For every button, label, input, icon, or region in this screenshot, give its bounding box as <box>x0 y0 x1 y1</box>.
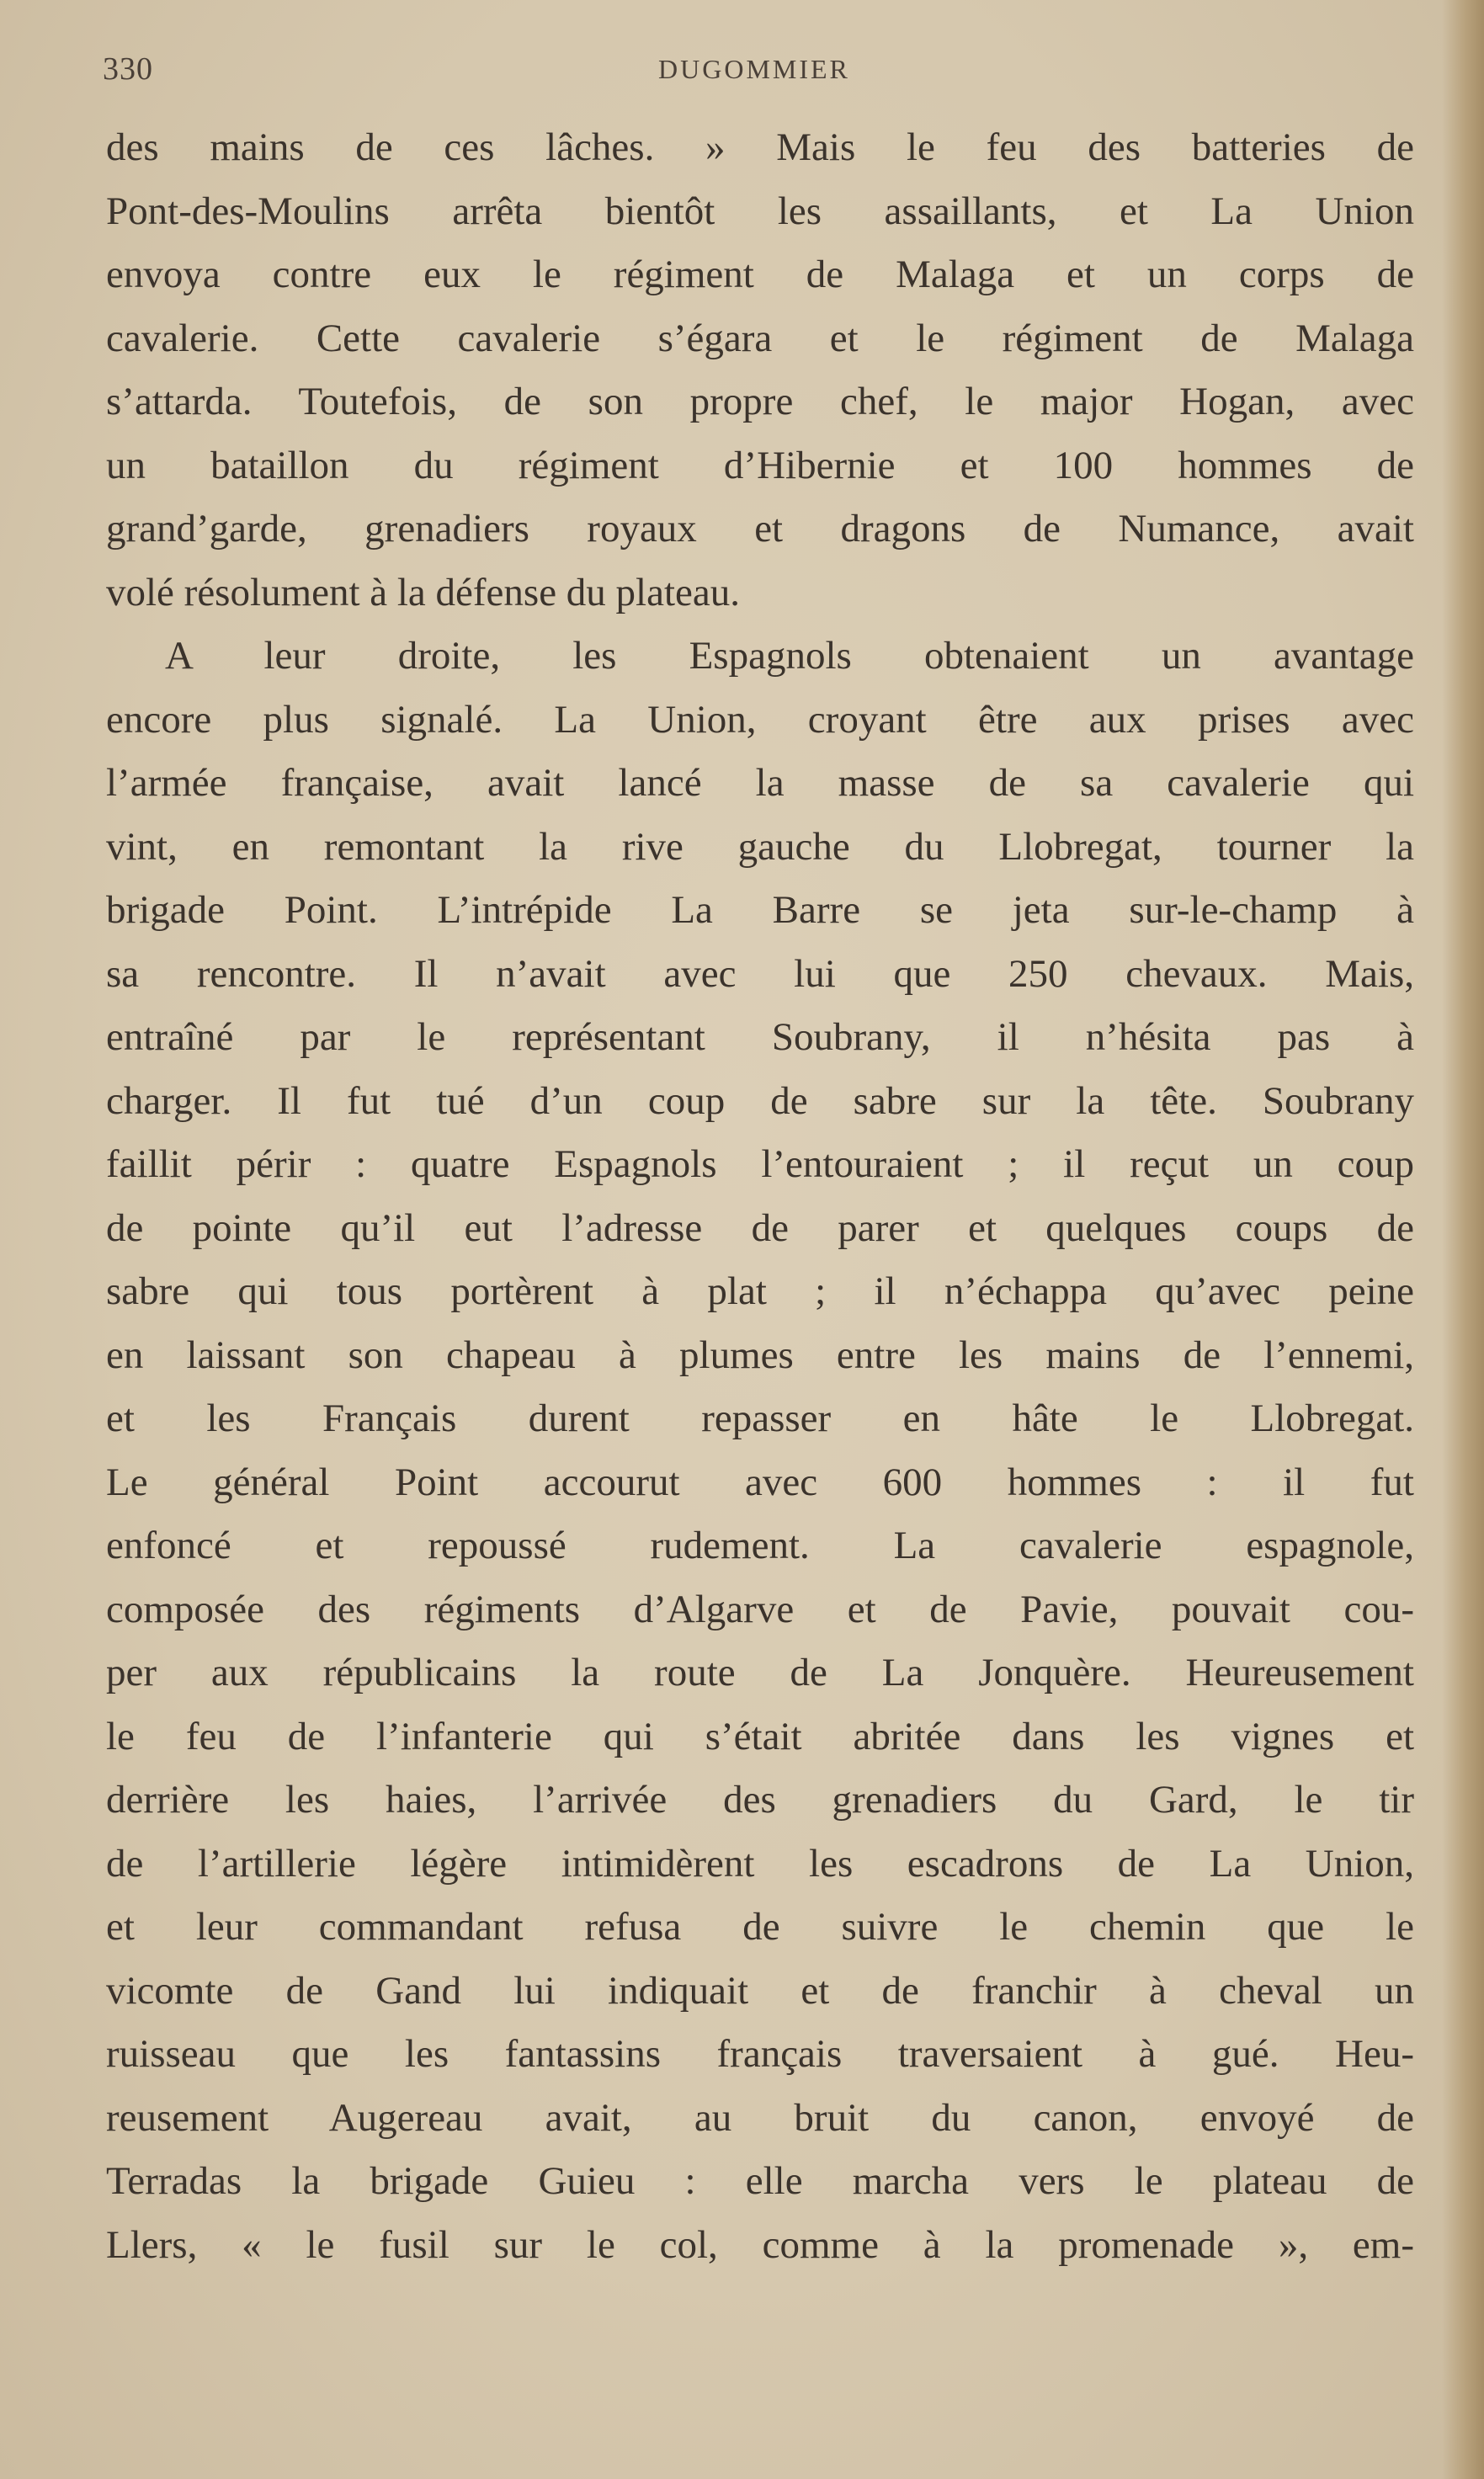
text-line: entraîné par le représentant Soubrany, il n’hésita pas à <box>106 1015 1414 1059</box>
page-number: 330 <box>103 51 153 87</box>
text-line: et leur commandant refusa de suivre le chemin que le <box>106 1905 1414 1949</box>
text-line: vicomte de Gand lui indiquait et de franchir à cheval un <box>106 1968 1414 2013</box>
text-line: faillit périr : quatre Espagnols l’entouraient ; il reçut un coup <box>106 1142 1414 1186</box>
text-line: enfoncé et repoussé rudement. La cavalerie espagnole, <box>106 1524 1414 1567</box>
body-text <box>106 116 1414 2277</box>
text-line: cavalerie. Cette cavalerie s’égara et le régiment de Malaga <box>106 316 1414 360</box>
running-head: DUGOMMIER <box>658 54 850 84</box>
text-line: derrière les haies, l’arrivée des grenadiers du Gard, le tir <box>106 1778 1414 1822</box>
text-line: l’armée française, avait lancé la masse de sa cavalerie qui <box>106 761 1414 805</box>
text-line: grand’garde, grenadiers royaux et dragons de Numance, avait <box>106 507 1414 551</box>
text-line: reusement Augereau avait, au bruit du canon, envoyé de <box>106 2095 1414 2140</box>
text-line: de l’artillerie légère intimidèrent les escadrons de La Union, <box>106 1841 1414 1886</box>
text-line: en laissant son chapeau à plumes entre les mains de l’ennemi, <box>106 1333 1414 1377</box>
text-line: charger. Il fut tué d’un coup de sabre sur la tête. Soubrany <box>106 1078 1414 1123</box>
text-line: encore plus signalé. La Union, croyant être aux prises avec <box>106 697 1414 742</box>
text-line: Llers, « le fusil sur le col, comme à la promenade », em- <box>106 2222 1414 2267</box>
page-header <box>94 51 1407 93</box>
text-line: sabre qui tous portèrent à plat ; il n’échappa qu’avec peine <box>106 1269 1414 1313</box>
text-line: per aux républicains la route de La Jonquère. Heureusement <box>106 1651 1414 1694</box>
text-line: s’attarda. Toutefois, de son propre chef, le major Hogan, avec <box>106 380 1414 423</box>
text-line: envoya contre eux le régiment de Malaga et un corps de <box>106 253 1414 296</box>
text-line: sa rencontre. Il n’avait avec lui que 250 chevaux. Mais, <box>106 951 1414 996</box>
text-line: composée des régiments d’Algarve et de Pavie, pouvait cou- <box>106 1587 1414 1631</box>
text-line: des mains de ces lâches. » Mais le feu des batteries de <box>106 125 1414 169</box>
text-line: volé résolument à la défense du plateau. <box>106 570 741 614</box>
text-line: Le général Point accourut avec 600 hommes : il fut <box>106 1460 1414 1504</box>
text-line: Terradas la brigade Guieu : elle marcha vers le plateau de <box>106 2159 1414 2203</box>
text-line: de pointe qu’il eut l’adresse de parer et quelques coups de <box>106 1205 1414 1250</box>
text-line: le feu de l’infanterie qui s’était abritée dans les vignes et <box>106 1714 1414 1758</box>
text-line: et les Français durent repasser en hâte le Llobregat. <box>106 1396 1414 1440</box>
text-line: vint, en remontant la rive gauche du Llobregat, tourner la <box>106 824 1414 869</box>
text-line: brigade Point. L’intrépide La Barre se jeta sur-le-champ à <box>106 888 1414 932</box>
text-line: ruisseau que les fantassins français traversaient à gué. Heu- <box>106 2032 1414 2076</box>
page-edge-shadow <box>1442 0 1484 2479</box>
text-line: Pont-des-Moulins arrêta bientôt les assaillants, et La Union <box>106 189 1414 233</box>
text-line: un bataillon du régiment d’Hibernie et 100 hommes de <box>106 443 1414 487</box>
paragraph-start-line: A leur droite, les Espagnols obtenaient un avantage <box>165 634 1414 678</box>
